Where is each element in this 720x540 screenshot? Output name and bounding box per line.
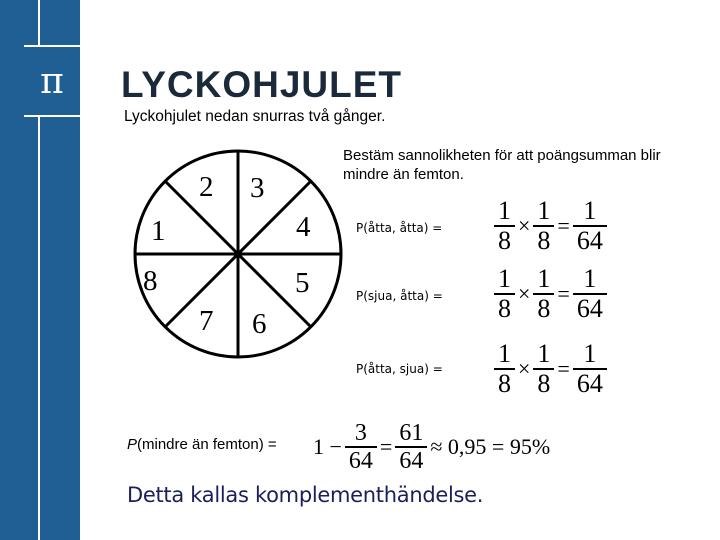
wheel-number: 2: [199, 171, 214, 203]
probability-expression: [494, 197, 607, 255]
task-text: Bestäm sannolikheten för att poängsumman blir mindre än femton.: [343, 147, 661, 183]
times-operator: ×: [518, 213, 531, 238]
wheel-number: 5: [295, 267, 310, 299]
result-value: ≈ 0,95 = 95%: [430, 434, 551, 459]
equals-sign: =: [379, 434, 393, 459]
times-operator: ×: [518, 281, 531, 306]
fraction: $\frac{1}{8}$: [533, 340, 554, 398]
wheel-number: 1: [151, 215, 166, 247]
fraction: $\frac{1}{8}$: [533, 197, 554, 255]
wheel-number: 3: [250, 172, 265, 204]
fraction: $\frac{1}{64}$: [573, 340, 607, 398]
times-operator: ×: [518, 356, 531, 381]
probability-expression: [494, 265, 607, 323]
complement-probability-label: P(mindre än femton) =: [127, 436, 277, 453]
wheel-number: 8: [143, 265, 158, 297]
pi-logo-icon: π: [24, 45, 80, 117]
fraction: $\frac{1}{8}$: [533, 265, 554, 323]
one-minus: 1 −: [313, 434, 342, 459]
equals-sign: =: [557, 356, 570, 381]
wheel-number: 4: [296, 211, 311, 243]
wheel-number: 6: [252, 308, 267, 340]
fraction: $\frac{1}{64}$: [573, 197, 607, 255]
probability-label: P(åtta, sjua) =: [356, 362, 443, 376]
equals-sign: =: [557, 281, 570, 306]
fraction: $\frac{3}{64}$: [345, 420, 377, 474]
probability-label: P(åtta, åtta) =: [356, 221, 443, 235]
equals-sign: =: [557, 213, 570, 238]
page-subtitle: Lyckohjulet nedan snurras två gånger.: [124, 108, 386, 125]
fraction: $\frac{1}{8}$: [494, 197, 515, 255]
probability-expression: [494, 340, 607, 398]
fraction: $\frac{61}{64}$: [395, 420, 427, 474]
fraction: $\frac{1}{8}$: [494, 265, 515, 323]
fraction: $\frac{1}{8}$: [494, 340, 515, 398]
probability-label: P(sjua, åtta) =: [356, 289, 443, 303]
page-title: LYCKOHJULET: [121, 64, 403, 105]
lucky-wheel: [132, 148, 344, 360]
complement-expression: [310, 420, 553, 474]
fraction: $\frac{1}{64}$: [573, 265, 607, 323]
conclusion-text: Detta kallas komplementhändelse.: [127, 483, 484, 507]
wheel-number: 7: [199, 305, 214, 337]
